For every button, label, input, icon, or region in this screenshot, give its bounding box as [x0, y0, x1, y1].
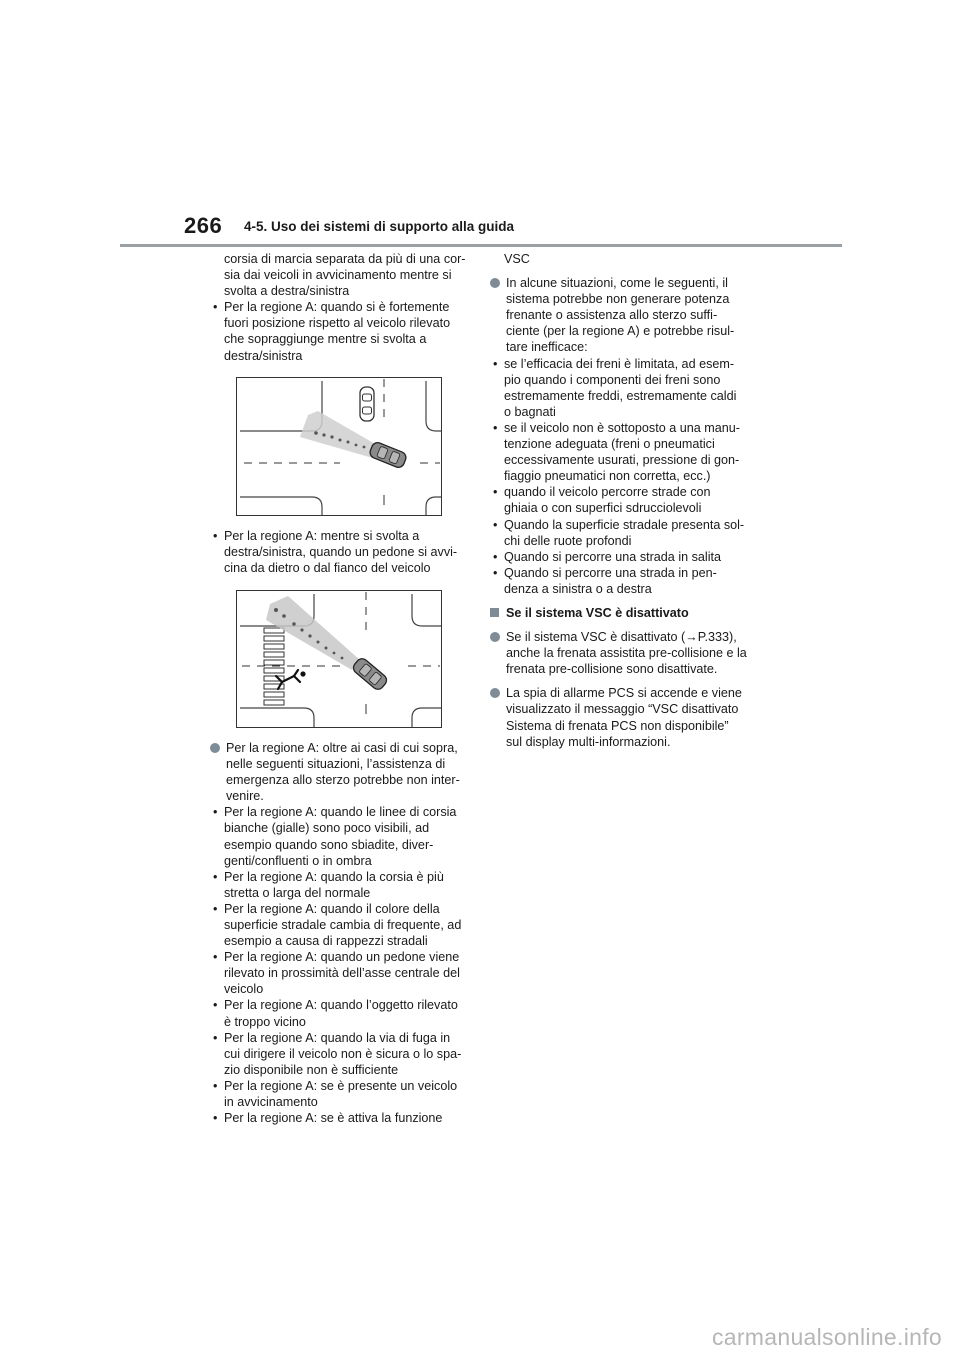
text-line: denza a sinistra o a destra	[504, 581, 652, 596]
text-line: Per la regione A: quando si è fortemente	[224, 300, 450, 315]
page-number: 266	[184, 213, 223, 238]
text-line: esempio a causa di rappezzi stradali	[224, 934, 428, 949]
text-line: ciente (per la regione A) e potrebbe risul-	[506, 324, 735, 339]
text-line: chi delle ruote profondi	[504, 533, 632, 548]
bullet-item	[210, 1030, 472, 1078]
text-line: tenzione adeguata (freni o pneumatici	[504, 437, 715, 452]
text-line: fuori posizione rispetto al veicolo rilevato	[224, 316, 451, 331]
text-line: Per la regione A: quando la corsia è più	[224, 869, 444, 884]
text-line: Per la regione A: se è presente un veicolo	[224, 1078, 458, 1093]
figure-vehicle-turning	[236, 377, 472, 516]
bullet-item	[210, 949, 472, 997]
bullet-marker: •	[213, 998, 218, 1013]
bullet-marker: •	[493, 549, 498, 564]
text-line: zio disponibile non è sufficiente	[224, 1062, 399, 1077]
circle-bullet-item	[210, 740, 472, 804]
circle-bullet-item	[490, 275, 760, 355]
text-line: rilevato in prossimità dell’asse centrale del	[224, 966, 460, 981]
text-line: anche la frenata assistita pre-collisione e la	[506, 646, 747, 661]
text-line: corsia di marcia separata da più di una cor-	[224, 252, 466, 266]
text-line: destra/sinistra, quando un pedone si avvi-	[224, 544, 458, 559]
bullet-item	[210, 901, 472, 949]
text-line: genti/confluenti o in ombra	[224, 853, 372, 868]
section-title: 4-5. Uso dei sistemi di supporto alla guida	[244, 219, 515, 234]
subheading	[490, 605, 760, 621]
text-line: Per la regione A: se è attiva la funzione	[224, 1111, 443, 1126]
text-line: ghiaia o con superfici sdrucciolevoli	[504, 501, 702, 516]
right-column	[490, 251, 760, 750]
text-line: tare inefficace:	[506, 340, 588, 355]
bullet-item	[490, 517, 760, 549]
text-line: esempio quando sono sbiadite, diver-	[224, 837, 434, 852]
bullet-marker: •	[493, 485, 498, 500]
circle-bullet-icon	[490, 278, 500, 288]
bullet-item	[490, 356, 760, 420]
text-line: nelle seguenti situazioni, l’assistenza di	[226, 757, 446, 772]
pedestrian-illustration	[236, 590, 442, 728]
text-line: Per la regione A: quando l’oggetto rilevato	[224, 998, 458, 1013]
text-line: Per la regione A: quando le linee di corsia	[224, 805, 457, 820]
bullet-marker: •	[493, 517, 498, 532]
text-line: quando il veicolo percorre strade con	[504, 485, 711, 500]
text-line: se il veicolo non è sottoposto a una manu-	[504, 420, 740, 435]
circle-bullet-item	[490, 685, 760, 749]
text-line: sia dai veicoli in avvicinamento mentre si	[224, 268, 452, 283]
bullet-item	[490, 565, 760, 597]
text-line: se l’efficacia dei freni è limitata, ad esem-	[504, 356, 735, 371]
text-line: emergenza allo sterzo potrebbe non inter-	[226, 773, 460, 788]
circle-bullet-item	[490, 629, 760, 677]
text-line: frenata pre-collisione sono disattivate.	[506, 662, 718, 677]
bullet-item	[210, 997, 472, 1029]
text-line: sistema potrebbe non generare potenza	[506, 292, 730, 307]
figure-pedestrian-crossing	[236, 590, 472, 728]
text-line: Per la regione A: quando il colore della	[224, 901, 440, 916]
bullet-marker: •	[213, 1111, 218, 1126]
bullet-marker: •	[493, 565, 498, 580]
square-bullet-icon	[490, 608, 499, 617]
intersection-illustration	[236, 377, 442, 516]
bullet-item	[490, 484, 760, 516]
text-line: che sopraggiunge mentre si svolta a	[224, 332, 427, 347]
bullet-marker: •	[493, 356, 498, 371]
text-line: pio quando i componenti dei freni sono	[504, 372, 721, 387]
bullet-item	[210, 804, 472, 868]
text-line: superficie stradale cambia di frequente, ad	[224, 917, 462, 932]
text-line: in avvicinamento	[224, 1095, 318, 1109]
left-column	[210, 251, 472, 1126]
text-line: bianche (gialle) sono poco visibili, ad	[224, 821, 430, 836]
text-line: Se il sistema VSC è disattivato (→P.333),	[506, 630, 737, 645]
text-line: Per la regione A: mentre si svolta a	[224, 528, 420, 543]
text-line: sul display multi-informazioni.	[506, 734, 671, 749]
bullet-marker: •	[213, 300, 218, 315]
bullet-item	[210, 528, 472, 576]
text-line: fiaggio pneumatici non corretta, ecc.)	[504, 469, 711, 484]
bullet-item	[210, 869, 472, 901]
text-line: venire.	[226, 789, 264, 804]
text-line: veicolo	[224, 982, 264, 997]
text-line: svolta a destra/sinistra	[224, 284, 350, 299]
header-divider	[120, 244, 842, 247]
text-line: eccessivamente usurati, pressione di gon-	[504, 453, 740, 468]
text-line: è troppo vicino	[224, 1014, 306, 1029]
bullet-marker: •	[213, 805, 218, 820]
bullet-marker: •	[213, 528, 218, 543]
text-line: stretta o larga del normale	[224, 885, 371, 900]
bullet-item	[490, 420, 760, 484]
text-line: La spia di allarme PCS si accende e viene	[506, 686, 742, 701]
text-line: Per la regione A: oltre ai casi di cui sopra,	[226, 740, 458, 755]
bullet-marker: •	[213, 950, 218, 965]
text-line: Quando si percorre una strada in salita	[504, 549, 722, 564]
text-line: VSC	[504, 252, 530, 266]
circle-bullet-icon	[210, 743, 220, 753]
bullet-item	[210, 1110, 472, 1126]
text-line: cina da dietro o dal fianco del veicolo	[224, 560, 431, 575]
watermark: carmanualsonline.info	[711, 1324, 942, 1350]
bullet-marker: •	[213, 1078, 218, 1093]
bullet-item	[490, 549, 760, 565]
bullet-marker: •	[213, 1030, 218, 1045]
text-line: Per la regione A: quando la via di fuga in	[224, 1030, 451, 1045]
text-line: Per la regione A: quando un pedone viene	[224, 950, 460, 965]
bullet-item	[210, 299, 472, 363]
text-line: visualizzato il messaggio “VSC disattivato	[506, 702, 739, 717]
circle-bullet-icon	[490, 632, 500, 642]
text-line: Quando si percorre una strada in pen-	[504, 565, 717, 580]
text-line: estremamente freddi, estremamente caldi	[504, 388, 737, 403]
text-line: frenante o assistenza allo sterzo suffi-	[506, 308, 718, 323]
text-line: Quando la superficie stradale presenta sol-	[504, 517, 745, 532]
text-line: cui dirigere il veicolo non è sicura o lo spa-	[224, 1046, 462, 1061]
bullet-marker: •	[213, 869, 218, 884]
text-line: In alcune situazioni, come le seguenti, il	[506, 276, 728, 291]
circle-bullet-icon	[490, 688, 500, 698]
bullet-marker: •	[493, 420, 498, 435]
text-line: Sistema di frenata PCS non disponibile”	[506, 718, 729, 733]
text-line: o bagnati	[504, 404, 556, 419]
bullet-marker: •	[213, 901, 218, 916]
text-line: destra/sinistra	[224, 348, 303, 363]
bullet-item	[210, 1078, 472, 1110]
subheading-text: Se il sistema VSC è disattivato	[506, 605, 689, 620]
